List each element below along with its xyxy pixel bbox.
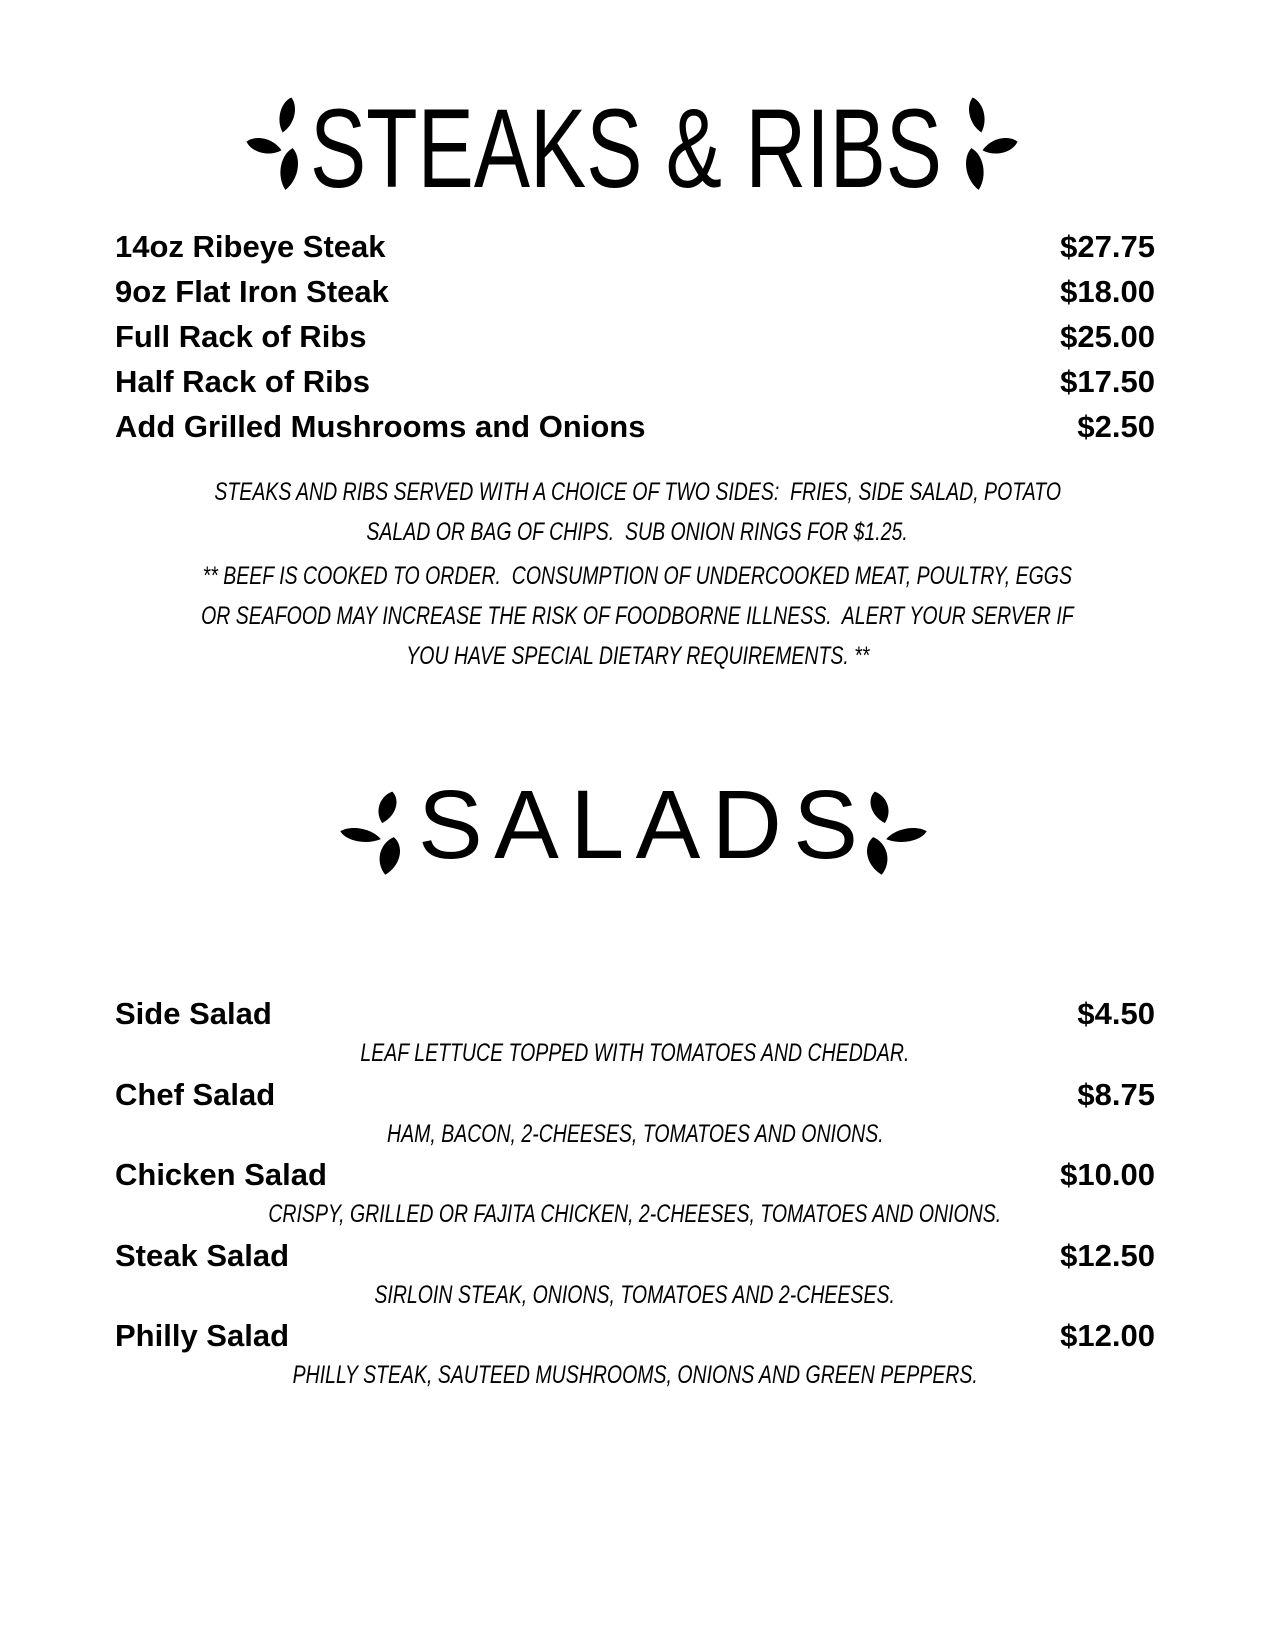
- section-title-salads: SALADS: [418, 770, 858, 879]
- item-price: $2.50: [1077, 409, 1155, 444]
- menu-item-row: [115, 992, 1155, 1036]
- item-name: 9oz Flat Iron Steak: [115, 274, 389, 309]
- steaks-ribs-item-list: [115, 224, 1155, 449]
- item-description: SIRLOIN STEAK, ONIONS, TOMATOES AND 2-CHEESES.: [374, 1280, 896, 1309]
- item-price: $18.00: [1060, 274, 1155, 309]
- item-price: $4.50: [1077, 996, 1155, 1031]
- item-name: 14oz Ribeye Steak: [115, 229, 386, 264]
- item-price: $25.00: [1060, 319, 1155, 354]
- menu-item-row: [115, 314, 1155, 359]
- item-name: Add Grilled Mushrooms and Onions: [115, 409, 646, 444]
- item-description: HAM, BACON, 2-CHEESES, TOMATOES AND ONIONS.: [386, 1119, 884, 1148]
- menu-item-row: [115, 1153, 1155, 1197]
- note-line: YOU HAVE SPECIAL DIETARY REQUIREMENTS. **: [405, 642, 870, 670]
- item-name: Philly Salad: [115, 1318, 290, 1353]
- note-line: STEAKS AND RIBS SERVED WITH A CHOICE OF TWO SIDES: FRIES, SIDE SALAD, POTATO: [214, 478, 1061, 506]
- item-price: $8.75: [1077, 1076, 1155, 1112]
- item-price: $17.50: [1060, 364, 1155, 399]
- item-name: Chef Salad: [115, 1076, 276, 1112]
- menu-item-row: [115, 359, 1155, 404]
- note-line: OR SEAFOOD MAY INCREASE THE RISK OF FOODBORNE ILLNESS. ALERT YOUR SERVER IF: [201, 602, 1074, 630]
- note-line: SALAD OR BAG OF CHIPS. SUB ONION RINGS FOR $1.25.: [366, 518, 909, 546]
- item-price: $27.75: [1060, 229, 1155, 264]
- steaks-ribs-heading: [0, 88, 1275, 200]
- disclaimer-note: [70, 556, 1205, 676]
- item-description: PHILLY STEAK, SAUTEED MUSHROOMS, ONIONS AND GREEN PEPPERS.: [292, 1361, 978, 1389]
- item-name: Steak Salad: [115, 1237, 290, 1273]
- item-name: Half Rack of Ribs: [115, 364, 370, 399]
- menu-item-row: [115, 269, 1155, 314]
- item-price: $12.00: [1060, 1318, 1155, 1353]
- item-description: LEAF LETTUCE TOPPED WITH TOMATOES AND CHEDDAR.: [360, 1039, 910, 1067]
- menu-item: [115, 1073, 1155, 1154]
- salads-heading: [0, 770, 1275, 888]
- menu-item-row: [115, 1073, 1155, 1117]
- fleuron-left-icon: [245, 96, 301, 192]
- note-line: ** BEEF IS COOKED TO ORDER. CONSUMPTION OF UNDERCOOKED MEAT, POULTRY, EGGS: [202, 562, 1073, 590]
- item-price: $10.00: [1060, 1157, 1155, 1192]
- fleuron-right-icon: [864, 790, 929, 876]
- fleuron-right-icon: [963, 96, 1019, 192]
- item-price: $12.50: [1060, 1237, 1155, 1273]
- menu-item-row: [115, 1234, 1155, 1278]
- menu-item-row: [115, 404, 1155, 449]
- fleuron-left-icon: [338, 790, 403, 876]
- item-name: Side Salad: [115, 996, 272, 1031]
- menu-item-row: [115, 224, 1155, 269]
- sides-note: [70, 472, 1205, 552]
- section-title-steaks-ribs: STEAKS & RIBS: [310, 88, 942, 200]
- menu-item: [115, 992, 1155, 1073]
- menu-item: [115, 1153, 1155, 1234]
- item-name: Chicken Salad: [115, 1157, 327, 1192]
- menu-item-row: [115, 1314, 1155, 1358]
- item-name: Full Rack of Ribs: [115, 319, 367, 354]
- menu-item: [115, 1314, 1155, 1395]
- menu-item: [115, 1234, 1155, 1315]
- item-description: CRISPY, GRILLED OR FAJITA CHICKEN, 2-CHEESES, TOMATOES AND ONIONS.: [268, 1200, 1002, 1228]
- salads-item-list: [115, 992, 1155, 1395]
